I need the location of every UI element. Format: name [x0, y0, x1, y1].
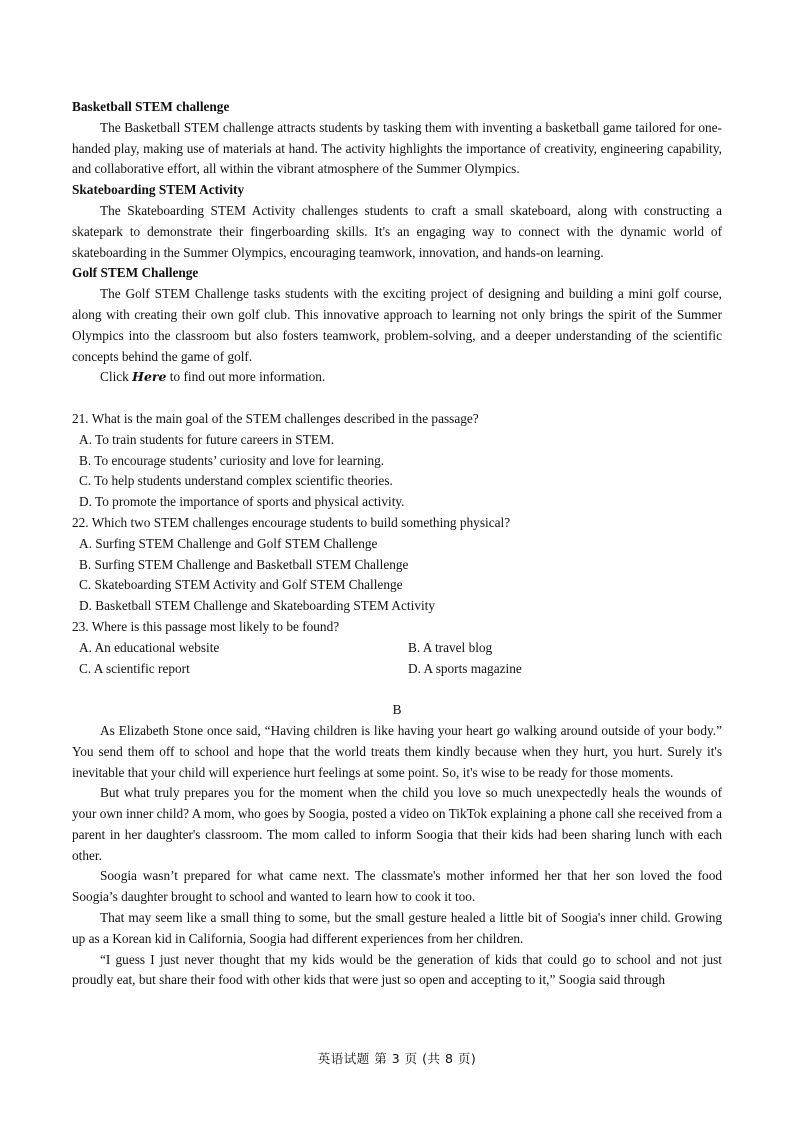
section-skateboarding: [72, 180, 722, 263]
section-title: Golf STEM Challenge: [72, 265, 199, 281]
passage-paragraph: As Elizabeth Stone once said, “Having children is like having your heart go walking around outside of your body.” You send them off to school and hope that the world treats them kindly because when they hurt, you hurt. Surely it's inevitable that your child will experience hurt feelings at some point. So, it's wise to be ready for those moments.: [72, 722, 722, 780]
option-row: [72, 659, 722, 680]
option-b: B. A travel blog: [408, 639, 493, 655]
question-22: [72, 513, 722, 617]
document-page: [72, 97, 722, 991]
click-here-line: [72, 367, 722, 388]
passage-paragraph: That may seem like a small thing to some, but the small gesture healed a little bit of Soogia's inner child. Growing up as a Korean kid in California, Soogia had different experiences from her children.: [72, 910, 722, 946]
section-basketball: [72, 97, 722, 180]
option-b: B. To encourage students’ curiosity and love for learning.: [79, 452, 385, 468]
passage-paragraph: Soogia wasn’t prepared for what came next. The classmate's mother informed her that her son loved the food Soogia’s daughter brought to school and wanted to learn how to cook it too.: [72, 868, 722, 905]
option-c: C. Skateboarding STEM Activity and Golf STEM Challenge: [79, 577, 403, 593]
option-d: D. To promote the importance of sports and physical activity.: [79, 494, 405, 510]
page-footer: 英语试题 第 3 页 (共 8 页): [317, 1051, 477, 1066]
option-a: A. Surfing STEM Challenge and Golf STEM Challenge: [79, 535, 378, 551]
question-stem: 23. Where is this passage most likely to be found?: [72, 618, 340, 634]
passage-label: B: [392, 702, 402, 718]
passage-b: [72, 700, 722, 991]
passage-paragraph: “I guess I just never thought that my kids would be the generation of kids that could go to school and not just proudly eat, but share their food with other kids that were just so open and accepting to it,” Soogia said through: [72, 951, 722, 988]
question-23: [72, 617, 722, 679]
click-suffix: to find out more information.: [166, 369, 326, 385]
section-body: The Skateboarding STEM Activity challenges students to craft a small skateboard, along with constructing a skatepark to demonstrate their fingerboarding skills. It's an engaging way to connect with the dynamic world of skateboarding in the Summer Olympics, encouraging teamwork, innovation, and hands-on learning.: [72, 202, 722, 260]
spacer: [72, 388, 722, 409]
question-stem: 22. Which two STEM challenges encourage students to build something physical?: [72, 514, 511, 530]
option-b: B. Surfing STEM Challenge and Basketball STEM Challenge: [79, 556, 409, 572]
option-row: [72, 638, 722, 659]
option-c: C. A scientific report: [79, 660, 190, 676]
question-21: [72, 409, 722, 513]
section-golf: [72, 263, 722, 367]
section-title: Skateboarding STEM Activity: [72, 182, 245, 198]
option-a: A. An educational website: [79, 639, 220, 655]
option-d: D. Basketball STEM Challenge and Skateboarding STEM Activity: [79, 598, 436, 614]
section-body: The Basketball STEM challenge attracts students by tasking them with inventing a basketball game tailored for one-handed play, making use of materials at hand. The activity highlights the importance of creativity, engineering capability, and collaborative effort, all within the vibrant atmosphere of the Summer Olympics.: [72, 119, 722, 177]
spacer: [72, 679, 722, 700]
passage-paragraph: But what truly prepares you for the moment when the child you love so much unexpectedly heals the wounds of your own inner child? A mom, who goes by Soogia, posted a video on TikTok explaining a phone call she received from a parent in her daughter's classroom. The mom called to inform Soogia that their kids had been sharing lunch with each other.: [72, 785, 722, 863]
option-a: A. To train students for future careers in STEM.: [79, 431, 335, 447]
section-title: Basketball STEM challenge: [72, 99, 230, 114]
option-d: D. A sports magazine: [408, 660, 522, 676]
section-body: The Golf STEM Challenge tasks students with the exciting project of designing and building a mini golf course, along with creating their own golf club. This innovative approach to learning not only brings the spirit of the Summer Olympics into the classroom but also fosters teamwork, problem-solving, and a deeper understanding of the scientific concepts behind the game of golf.: [72, 286, 722, 364]
question-stem: 21. What is the main goal of the STEM challenges described in the passage?: [72, 410, 479, 426]
click-prefix: Click: [100, 369, 133, 385]
option-c: C. To help students understand complex scientific theories.: [79, 473, 393, 489]
here-link[interactable]: Here: [132, 369, 167, 385]
